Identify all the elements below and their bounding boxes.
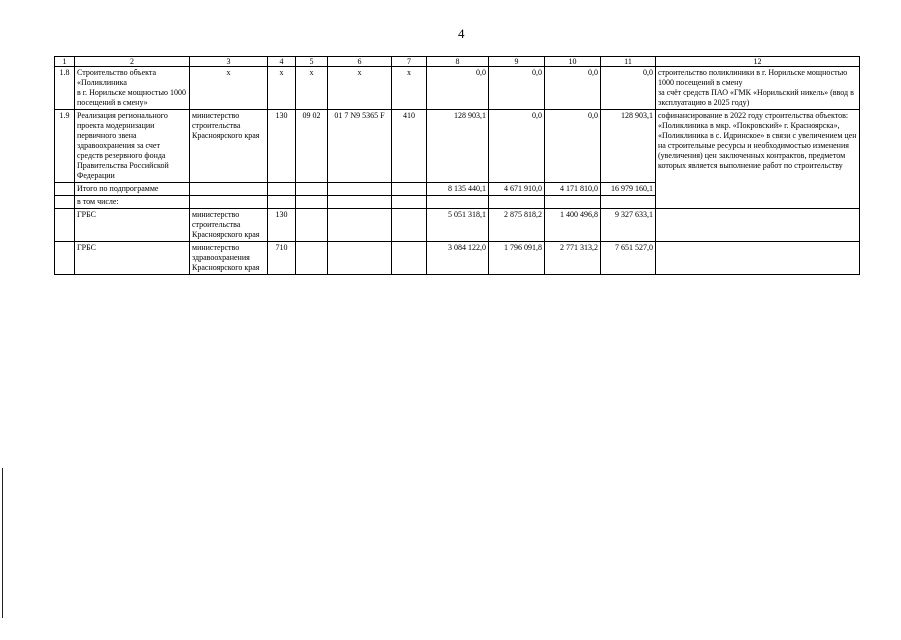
amount-cell: 8 135 440,1 <box>427 183 489 196</box>
amount-cell: 3 084 122,0 <box>427 242 489 275</box>
amount-cell: 9 327 633,1 <box>601 209 656 242</box>
note-cell: софинансирование в 2022 году строительства объектов: «Поликлиника в мкр. «Покровский» г. Красноярска», «Поликлиника в с. Идринское» в связи с увеличением цен на строительные ресурсы и необходимостью изменения (увеличения) цен заключенных контрактов, предметом которых является выполнение работ по строительству <box>656 110 860 209</box>
column-number: 4 <box>268 57 296 67</box>
amount-cell: 0,0 <box>427 67 489 110</box>
grbs-org: министерство строительства Красноярского края <box>190 209 268 242</box>
amount-cell: 0,0 <box>545 67 601 110</box>
page-number: 4 <box>458 26 465 41</box>
table-row <box>55 67 860 110</box>
grbs-row <box>55 242 860 275</box>
amount-cell: 0,0 <box>489 67 545 110</box>
column-number: 10 <box>545 57 601 67</box>
code-cell: х <box>392 67 427 110</box>
column-number: 11 <box>601 57 656 67</box>
amount-cell: 1 796 091,8 <box>489 242 545 275</box>
grbs-cell: х <box>190 67 268 110</box>
note-cell: строительство поликлиники в г. Норильске мощностью 1000 посещений в смену за счёт средств ПАО «ГМК «Норильский никель» (ввод в эксплуатацию в 2025 году) <box>656 67 860 110</box>
grbs-org: министерство здравоохранения Красноярского края <box>190 242 268 275</box>
column-number: 3 <box>190 57 268 67</box>
activity-name: Реализация регионального проекта модернизации первичного звена здравоохранения за счет средств резервного фонда Правительства Российской Федерации <box>75 110 190 183</box>
code-cell: 710 <box>268 242 296 275</box>
amount-cell: 0,0 <box>545 110 601 183</box>
scan-edge-line <box>2 468 3 618</box>
row-number: 1.8 <box>55 67 75 110</box>
amount-cell: 128 903,1 <box>601 110 656 183</box>
grbs-row <box>55 209 860 242</box>
code-cell: 130 <box>268 209 296 242</box>
table-row <box>55 110 860 183</box>
amount-cell: 16 979 160,1 <box>601 183 656 196</box>
amount-cell: 0,0 <box>489 110 545 183</box>
amount-cell: 5 051 318,1 <box>427 209 489 242</box>
amount-cell: 4 171 810,0 <box>545 183 601 196</box>
amount-cell: 128 903,1 <box>427 110 489 183</box>
code-cell: 09 02 <box>296 110 328 183</box>
column-number: 2 <box>75 57 190 67</box>
grbs-label: ГРБС <box>75 242 190 275</box>
column-number: 12 <box>656 57 860 67</box>
row-number: 1.9 <box>55 110 75 183</box>
code-cell: х <box>328 67 392 110</box>
column-number-row <box>55 57 860 67</box>
amount-cell: 2 771 313,2 <box>545 242 601 275</box>
column-number: 7 <box>392 57 427 67</box>
code-cell: 01 7 N9 5365 F <box>328 110 392 183</box>
program-table <box>54 56 860 275</box>
amount-cell: 0,0 <box>601 67 656 110</box>
grbs-label: ГРБС <box>75 209 190 242</box>
grbs-cell: министерство строительства Красноярского края <box>190 110 268 183</box>
column-number: 5 <box>296 57 328 67</box>
amount-cell: 7 651 527,0 <box>601 242 656 275</box>
code-cell: х <box>268 67 296 110</box>
code-cell: х <box>296 67 328 110</box>
amount-cell: 4 671 910,0 <box>489 183 545 196</box>
activity-name: Строительство объекта «Поликлиника в г. Норильске мощностью 1000 посещений в смену» <box>75 67 190 110</box>
amount-cell: 1 400 496,8 <box>545 209 601 242</box>
total-label: Итого по подпрограмме <box>75 183 190 196</box>
code-cell: 130 <box>268 110 296 183</box>
column-number: 8 <box>427 57 489 67</box>
code-cell: 410 <box>392 110 427 183</box>
column-number: 1 <box>55 57 75 67</box>
amount-cell: 2 875 818,2 <box>489 209 545 242</box>
column-number: 6 <box>328 57 392 67</box>
including-label: в том числе: <box>75 196 190 209</box>
column-number: 9 <box>489 57 545 67</box>
